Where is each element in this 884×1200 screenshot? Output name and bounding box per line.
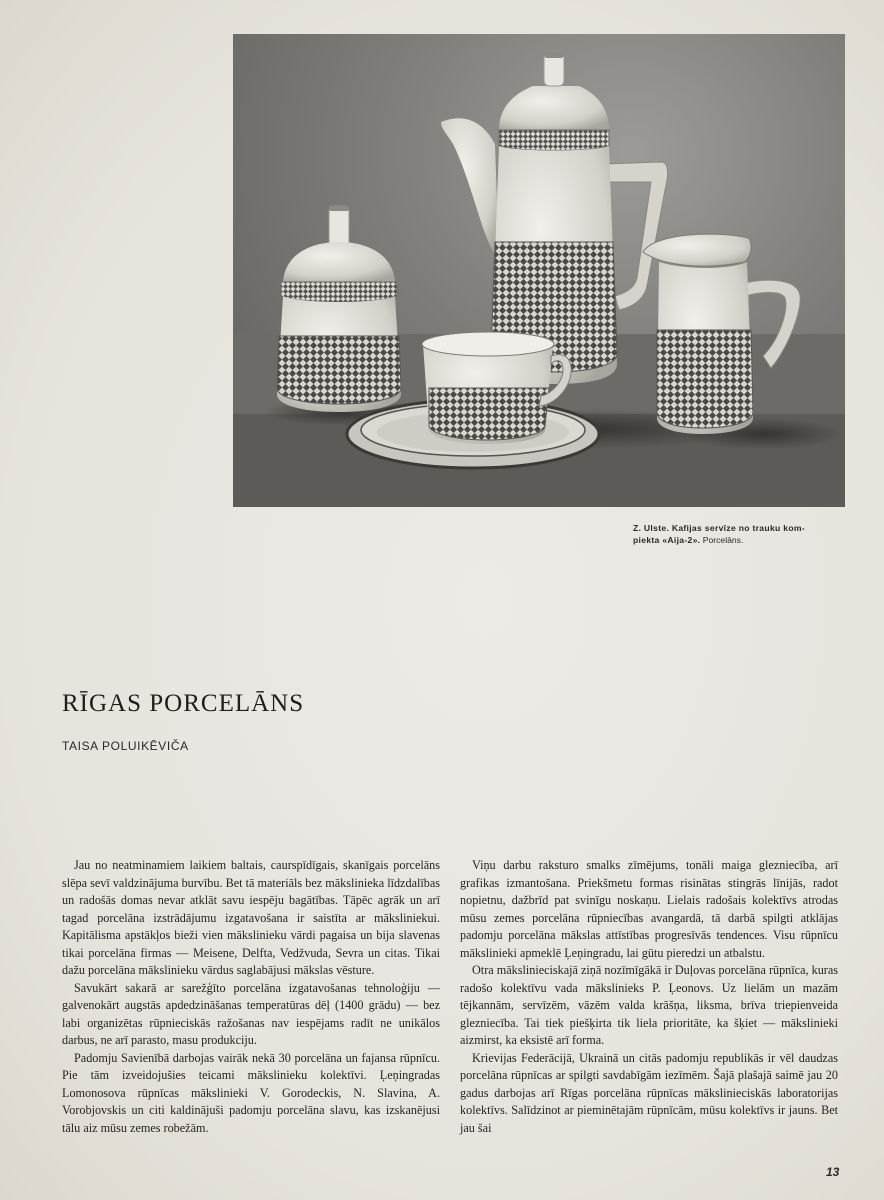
article-title: RĪGAS PORCELĀNS [62, 690, 305, 717]
sugar-bowl [277, 206, 401, 412]
caption-credit: Z. Ulste. Kafijas servīze no trauku kom- piekta «Aija-2». [633, 523, 805, 545]
article-author: TAISA POLUIKĒVIČA [62, 739, 189, 753]
creamer-pattern-band [657, 330, 753, 428]
paragraph: Krievijas Federācijā, Ukrainā un citās padomju republikās ir vēl daudzas porcelāna rūpnīcas ar spilgti savdabīgām iezīmēm. Šajā plašajā saimē jau 20 gadus darbojas arī Rīgas porcelāna rūpnīcas mākslinieciskās laboratorijas kolektīvs. Salīdzinot ar pieminētajām rūpnīcām, mūsu kolektīvs ir jauns. Bet jau šai [460, 1050, 838, 1135]
paragraph: Jau no neatminamiem laikiem baltais, caurspīdīgais, skanīgais porcelāns slēpa sevī valdzinājuma burvību. Bet tā materiāls bez mākslinieka līdzdalības un radošās domas nevar atklāt savu iespēju bagātības. Tāpēc agrāk un arī tagad porcelāna izstrādājumu izgatavošana ir saistīta ar māksliniekui. Kapitālisma apstākļos bieži vien mākslinieku vārdi pagaisa un bija slavenas tikai porcelāna firmas — Meisene, Delfta, Vedžvuda, Sevra un citas. Tikai dažu porcelāna mākslinieku vārdus saglabājusi mākslas vēsture. [62, 858, 440, 977]
paragraph: Otra mākslinieciskajā ziņā nozīmīgākā ir Duļovas porcelāna rūpnīca, kuras radošo kolektīvu vada mākslinieks P. Ļeonovs. Uz lielām un mazām tējkannām, servīzēm, vāzēm valda krāšņa, liksma, brīva triepienveida glezniecība. Tai tiek piešķirta tik liela prioritāte, ka šķiet — mākslinieki aizmirst, ka eksistē arī forma. [460, 963, 838, 1047]
coffee-cup-pattern-band [429, 388, 549, 440]
coffee-pot-spout [441, 118, 499, 259]
coffee-service-illustration [233, 34, 845, 507]
paragraph: Savukārt sakarā ar sarežģīto porcelāna izgatavošanas tehnoloģiju — galvenokārt augstās apdedzināšanas temperatūras dēļ (1400 grādu) — bez labi organizētas rūpnieciskās ražošanas nav iespējams radīt ne unikālos darbus, ne arī parasto, masu produkciju. [62, 980, 440, 1047]
coffee-service-photo [233, 34, 845, 507]
creamer-spout [643, 234, 751, 266]
sugar-bowl-knob [329, 206, 349, 246]
sugar-bowl-lid [283, 242, 395, 282]
sugar-bowl-pattern-band [277, 336, 401, 404]
page-number: 13 [826, 1165, 840, 1179]
article-column-right [460, 857, 838, 1137]
paragraph: Padomju Savienībā darbojas vairāk nekā 30 porcelāna un fajansa rūpnīcu. Pie tām izveidojušies teicami mākslinieku kolektīvi. Ļeņingradas Lomonosova rūpnīcas mākslinieki V. Gorodeckis, N. Slavina, A. Vorobjovskis un citi kaldinājuši padomju porcelāna slavu, kas izskanējusi tālu aiz mūsu zemes robežām. [62, 1050, 440, 1135]
sugar-bowl-lid-band [281, 282, 397, 302]
paragraph: Viņu darbu raksturo smalks zīmējums, tonāli maiga glezniecība, arī grafikas izmantošana. Priekšmetu formas risinātas stingrās līnijās, radot nopietnu, dažbrīd pat svinīgu noskaņu. Lielais radošais kolektīvs atrodas mūsu zemes porcelāna rūpniecības avangardā, tā darbā spilgti atklājas padomju porcelāna mākslas attīstības progresīvās tendences. Visu rūpnīcu mākslinieki apmeklē Ļeņingradu, lai gūtu pieredzi un atbalstu. [460, 858, 838, 960]
coffee-pot-lid-band [499, 130, 609, 151]
caption-material: Porcelāns. [700, 535, 744, 545]
photo-caption [633, 522, 845, 546]
article-column-left [62, 857, 440, 1137]
coffee-pot-lid [499, 86, 609, 130]
